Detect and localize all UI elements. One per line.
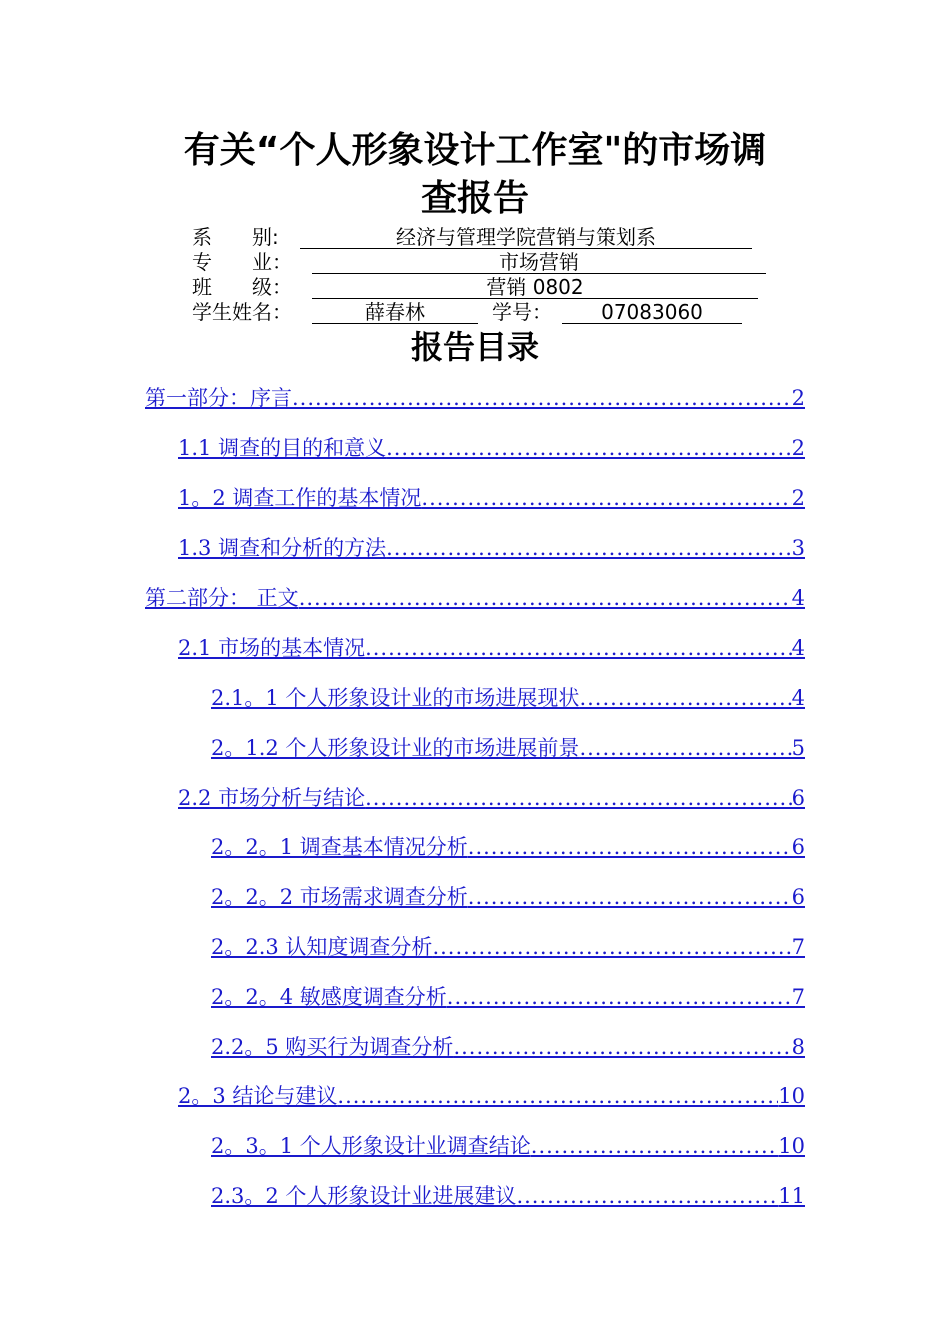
toc-entry[interactable]: 2。1.2 个人形象设计业的市场进展前景 ..... 5: [211, 733, 805, 763]
toc-entry[interactable]: 2。3 结论与建议 ..... 10: [178, 1081, 805, 1111]
toc-entry[interactable]: 2.1。1 个人形象设计业的市场进展现状 ..... 4: [211, 683, 805, 713]
toc-entry[interactable]: 2.3。2 个人形象设计业进展建议 ..... 11: [211, 1181, 805, 1211]
student-name-label: 学生姓名：: [192, 300, 292, 324]
student-id-label: 学号：: [492, 300, 552, 324]
toc-heading: 报告目录: [410, 328, 539, 366]
class-label: 班 级：: [192, 275, 292, 299]
info-row-major: [192, 249, 766, 275]
toc-entry[interactable]: 2。2.3 认知度调查分析 ..... 7: [211, 932, 805, 962]
toc-entry[interactable]: 2。3。1 个人形象设计业调查结论 ..... 10: [211, 1131, 805, 1161]
department-value: 经济与管理学院营销与策划系: [300, 224, 752, 249]
toc-entry[interactable]: 2.2 市场分析与结论 ..... 6: [178, 783, 805, 813]
toc-entry[interactable]: 第二部分： 正文 ..... 4: [145, 583, 805, 613]
toc-entry[interactable]: 2.2。5 购买行为调查分析 ..... 8: [211, 1032, 805, 1062]
toc-entry[interactable]: 2。2。4 敏感度调查分析 ..... 7: [211, 982, 805, 1012]
info-row-class: [192, 274, 758, 300]
class-value: 营销 0802: [312, 274, 758, 299]
info-row-student: [192, 299, 742, 325]
major-label: 专 业：: [192, 250, 292, 274]
report-title-line-1: 有关“个人形象设计工作室"的市场调: [183, 130, 767, 171]
major-value: 市场营销: [312, 249, 766, 274]
toc-entry[interactable]: 第一部分：序言 ..... 2: [145, 383, 805, 413]
student-name-value: 薛春林: [312, 299, 478, 324]
toc-entry[interactable]: 2。2。2 市场需求调查分析 ..... 6: [211, 882, 805, 912]
toc-entry[interactable]: 1.3 调查和分析的方法 ..... 3: [178, 533, 805, 563]
info-row-department: [192, 224, 752, 250]
toc-entry[interactable]: 1.1 调查的目的和意义 ..... 2: [178, 433, 805, 463]
toc-entry[interactable]: 2。2。1 调查基本情况分析 ..... 6: [211, 832, 805, 862]
report-title-line-2: 查报告: [420, 178, 529, 219]
toc-entry[interactable]: 2.1 市场的基本情况 ..... 4: [178, 633, 805, 663]
toc-entry[interactable]: 1。2 调查工作的基本情况 ..... 2: [178, 483, 805, 513]
student-id-value: 07083060: [562, 299, 742, 324]
department-label: 系 别:: [192, 225, 279, 249]
